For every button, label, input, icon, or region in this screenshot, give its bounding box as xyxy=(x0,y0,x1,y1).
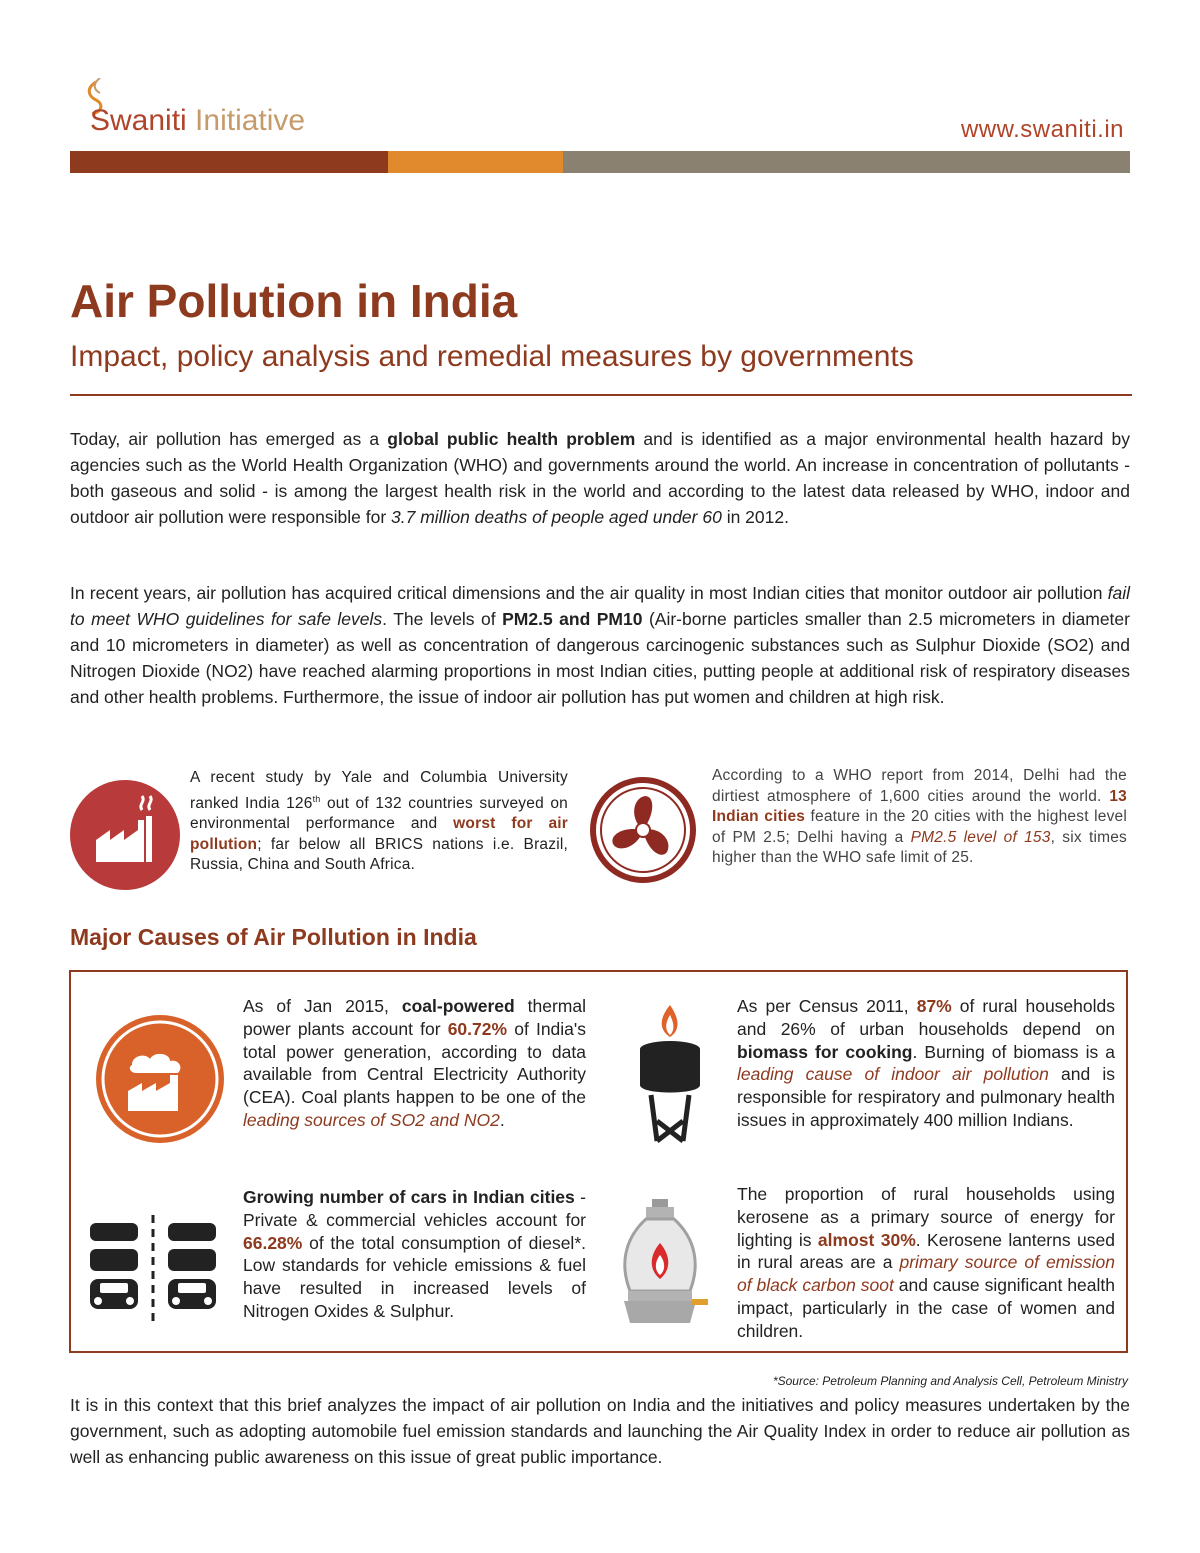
text-segment: and is identified as a major environmental health hazard by agencies such as the World Health Organization (WHO) and governments around the world. An increase in concentration of pollutants - both gaseous and solid - is among the largest health risk in the world and according to the latest data released by WHO, indoor and outdoor air pollution were responsible for xyxy=(70,429,1130,527)
title-divider xyxy=(70,394,1132,396)
cars-icon xyxy=(86,1195,226,1335)
swaniti-logo xyxy=(78,78,338,140)
lantern-icon xyxy=(606,1195,714,1330)
logo-text xyxy=(90,104,305,138)
text-segment: Today, air pollution has emerged as a xyxy=(70,429,388,449)
website-url[interactable]: www.swaniti.in xyxy=(960,116,1124,143)
fan-icon xyxy=(589,776,697,884)
text-segment: 3.7 million deaths of people aged under 60 xyxy=(391,507,722,527)
text-segment: coal-powered xyxy=(401,996,515,1016)
conclusion-paragraph: It is in this context that this brief analyzes the impact of air pollution on India and the initiatives and policy measures undertaken by the government, such as adopting automobile fuel emission standards and launching the Air Quality Index in order to reduce air pollution as well as enhancing public awareness on this issue of great public importance. xyxy=(70,1395,1130,1467)
text-segment: th xyxy=(312,793,321,804)
text-segment: global public health problem xyxy=(387,429,636,449)
text-segment: leading cause of indoor air pollution xyxy=(737,1064,1049,1085)
logo-initiative: Initiative xyxy=(186,104,306,137)
text-segment: thermal power plants account for xyxy=(243,996,586,1039)
power-plant-icon xyxy=(94,1013,226,1145)
text-segment: - Private & commercial vehicles account for xyxy=(243,1187,586,1230)
text-segment: primary source of emission of black carbon soot xyxy=(737,1252,1115,1296)
text-segment: 66.28% xyxy=(243,1232,303,1253)
intro-paragraph-1 xyxy=(70,426,1130,530)
text-segment: 60.72% xyxy=(447,1018,508,1039)
fact-who-delhi xyxy=(712,766,1127,869)
stove-icon xyxy=(635,1003,705,1143)
text-segment: As per Census 2011, xyxy=(737,996,917,1016)
text-segment: PM2.5 level of 153 xyxy=(910,828,1051,846)
text-segment: biomass for cooking xyxy=(737,1041,913,1062)
text-segment: . Kerosene lanterns used in rural areas are a xyxy=(737,1229,1115,1273)
text-segment: and is responsible for respiratory and pulmonary health issues in approximately 400 million Indians. xyxy=(737,1064,1116,1130)
text-segment: In recent years, air pollution has acquired critical dimensions and the air quality in most Indian cities that monitor outdoor air pollution xyxy=(70,583,1108,603)
page-title: Air Pollution in India xyxy=(70,275,518,327)
header-bar-dark xyxy=(70,151,388,173)
factory-icon xyxy=(70,780,180,890)
text-segment: of the total consumption of diesel*. Low standards for vehicle emissions & fuel have resulted in increased levels of Nitrogen Oxides & Sulphur. xyxy=(243,1232,586,1321)
text-segment: Growing number of cars in Indian cities xyxy=(243,1187,575,1207)
text-segment: worst for air pollution xyxy=(190,815,568,853)
text-segment: . Burning of biomass is a xyxy=(912,1041,1116,1062)
text-segment: of India's total power generation, according to data available from Central Electricity Authority (CEA). Coal plants happen to be one of the xyxy=(243,1018,587,1108)
source-note: *Source: Petroleum Planning and Analysis Cell, Petroleum Ministry xyxy=(772,1374,1128,1388)
text-segment: , six times higher than the WHO safe limit of 25. xyxy=(712,828,1127,866)
text-segment: ; far below all BRICS nations i.e. Brazil, Russia, China and South Africa. xyxy=(190,835,568,874)
page-subtitle: Impact, policy analysis and remedial measures by governments xyxy=(70,340,914,373)
cause-coal-power xyxy=(243,995,586,1132)
cause-biomass xyxy=(737,995,1115,1132)
text-segment: leading sources of SO2 and NO2 xyxy=(243,1109,500,1130)
text-segment: 87% xyxy=(916,996,952,1016)
fact-yale-ranking xyxy=(190,768,568,876)
text-segment: out of 132 countries surveyed on environmental performance and xyxy=(190,794,568,833)
text-segment: PM2.5 and PM10 xyxy=(502,609,643,629)
logo-swaniti: Swaniti xyxy=(90,104,187,137)
text-segment: almost 30% xyxy=(817,1229,916,1250)
causes-heading: Major Causes of Air Pollution in India xyxy=(70,924,477,950)
text-segment: (Air-borne particles smaller than 2.5 micrometers in diameter and 10 micrometers in diameter) as well as concentration of dangerous carcinogenic substances such as Sulphur Dioxide (SO2) and Nitrogen Dioxide (NO2) have reached alarming proportions in most Indian cities, putting people at additional risk of respiratory diseases and other health problems. Furthermore, the issue of indoor air pollution has put women and children at high risk. xyxy=(70,609,1130,707)
intro-paragraph-2 xyxy=(70,580,1130,710)
text-segment: A recent study by Yale and Columbia University ranked India 126 xyxy=(190,769,568,812)
text-segment: According to a WHO report from 2014, Delhi had the dirtiest atmosphere of 1,600 cities around the world. xyxy=(712,767,1127,805)
text-segment: feature in the 20 cities with the highest level of PM 2.5; Delhi having a xyxy=(712,808,1127,846)
header-bar-orange xyxy=(388,151,563,173)
text-segment: fail to meet WHO guidelines for safe levels xyxy=(70,583,1130,629)
text-segment: of rural households and 26% of urban households depend on xyxy=(737,996,1115,1039)
text-segment: . The levels of xyxy=(382,609,503,629)
text-segment: As of Jan 2015, xyxy=(243,996,402,1016)
cause-kerosene xyxy=(737,1183,1115,1343)
cause-vehicles xyxy=(243,1186,586,1323)
text-segment: in 2012. xyxy=(721,507,789,527)
text-segment: 13 Indian cities xyxy=(712,787,1127,825)
text-segment: The proportion of rural households using kerosene as a primary source of energy for lighting is xyxy=(737,1184,1115,1250)
header-bar-grey xyxy=(563,151,1130,173)
text-segment: . xyxy=(499,1109,505,1130)
text-segment: and cause significant health impact, particularly in the case of women and children. xyxy=(737,1275,1116,1341)
